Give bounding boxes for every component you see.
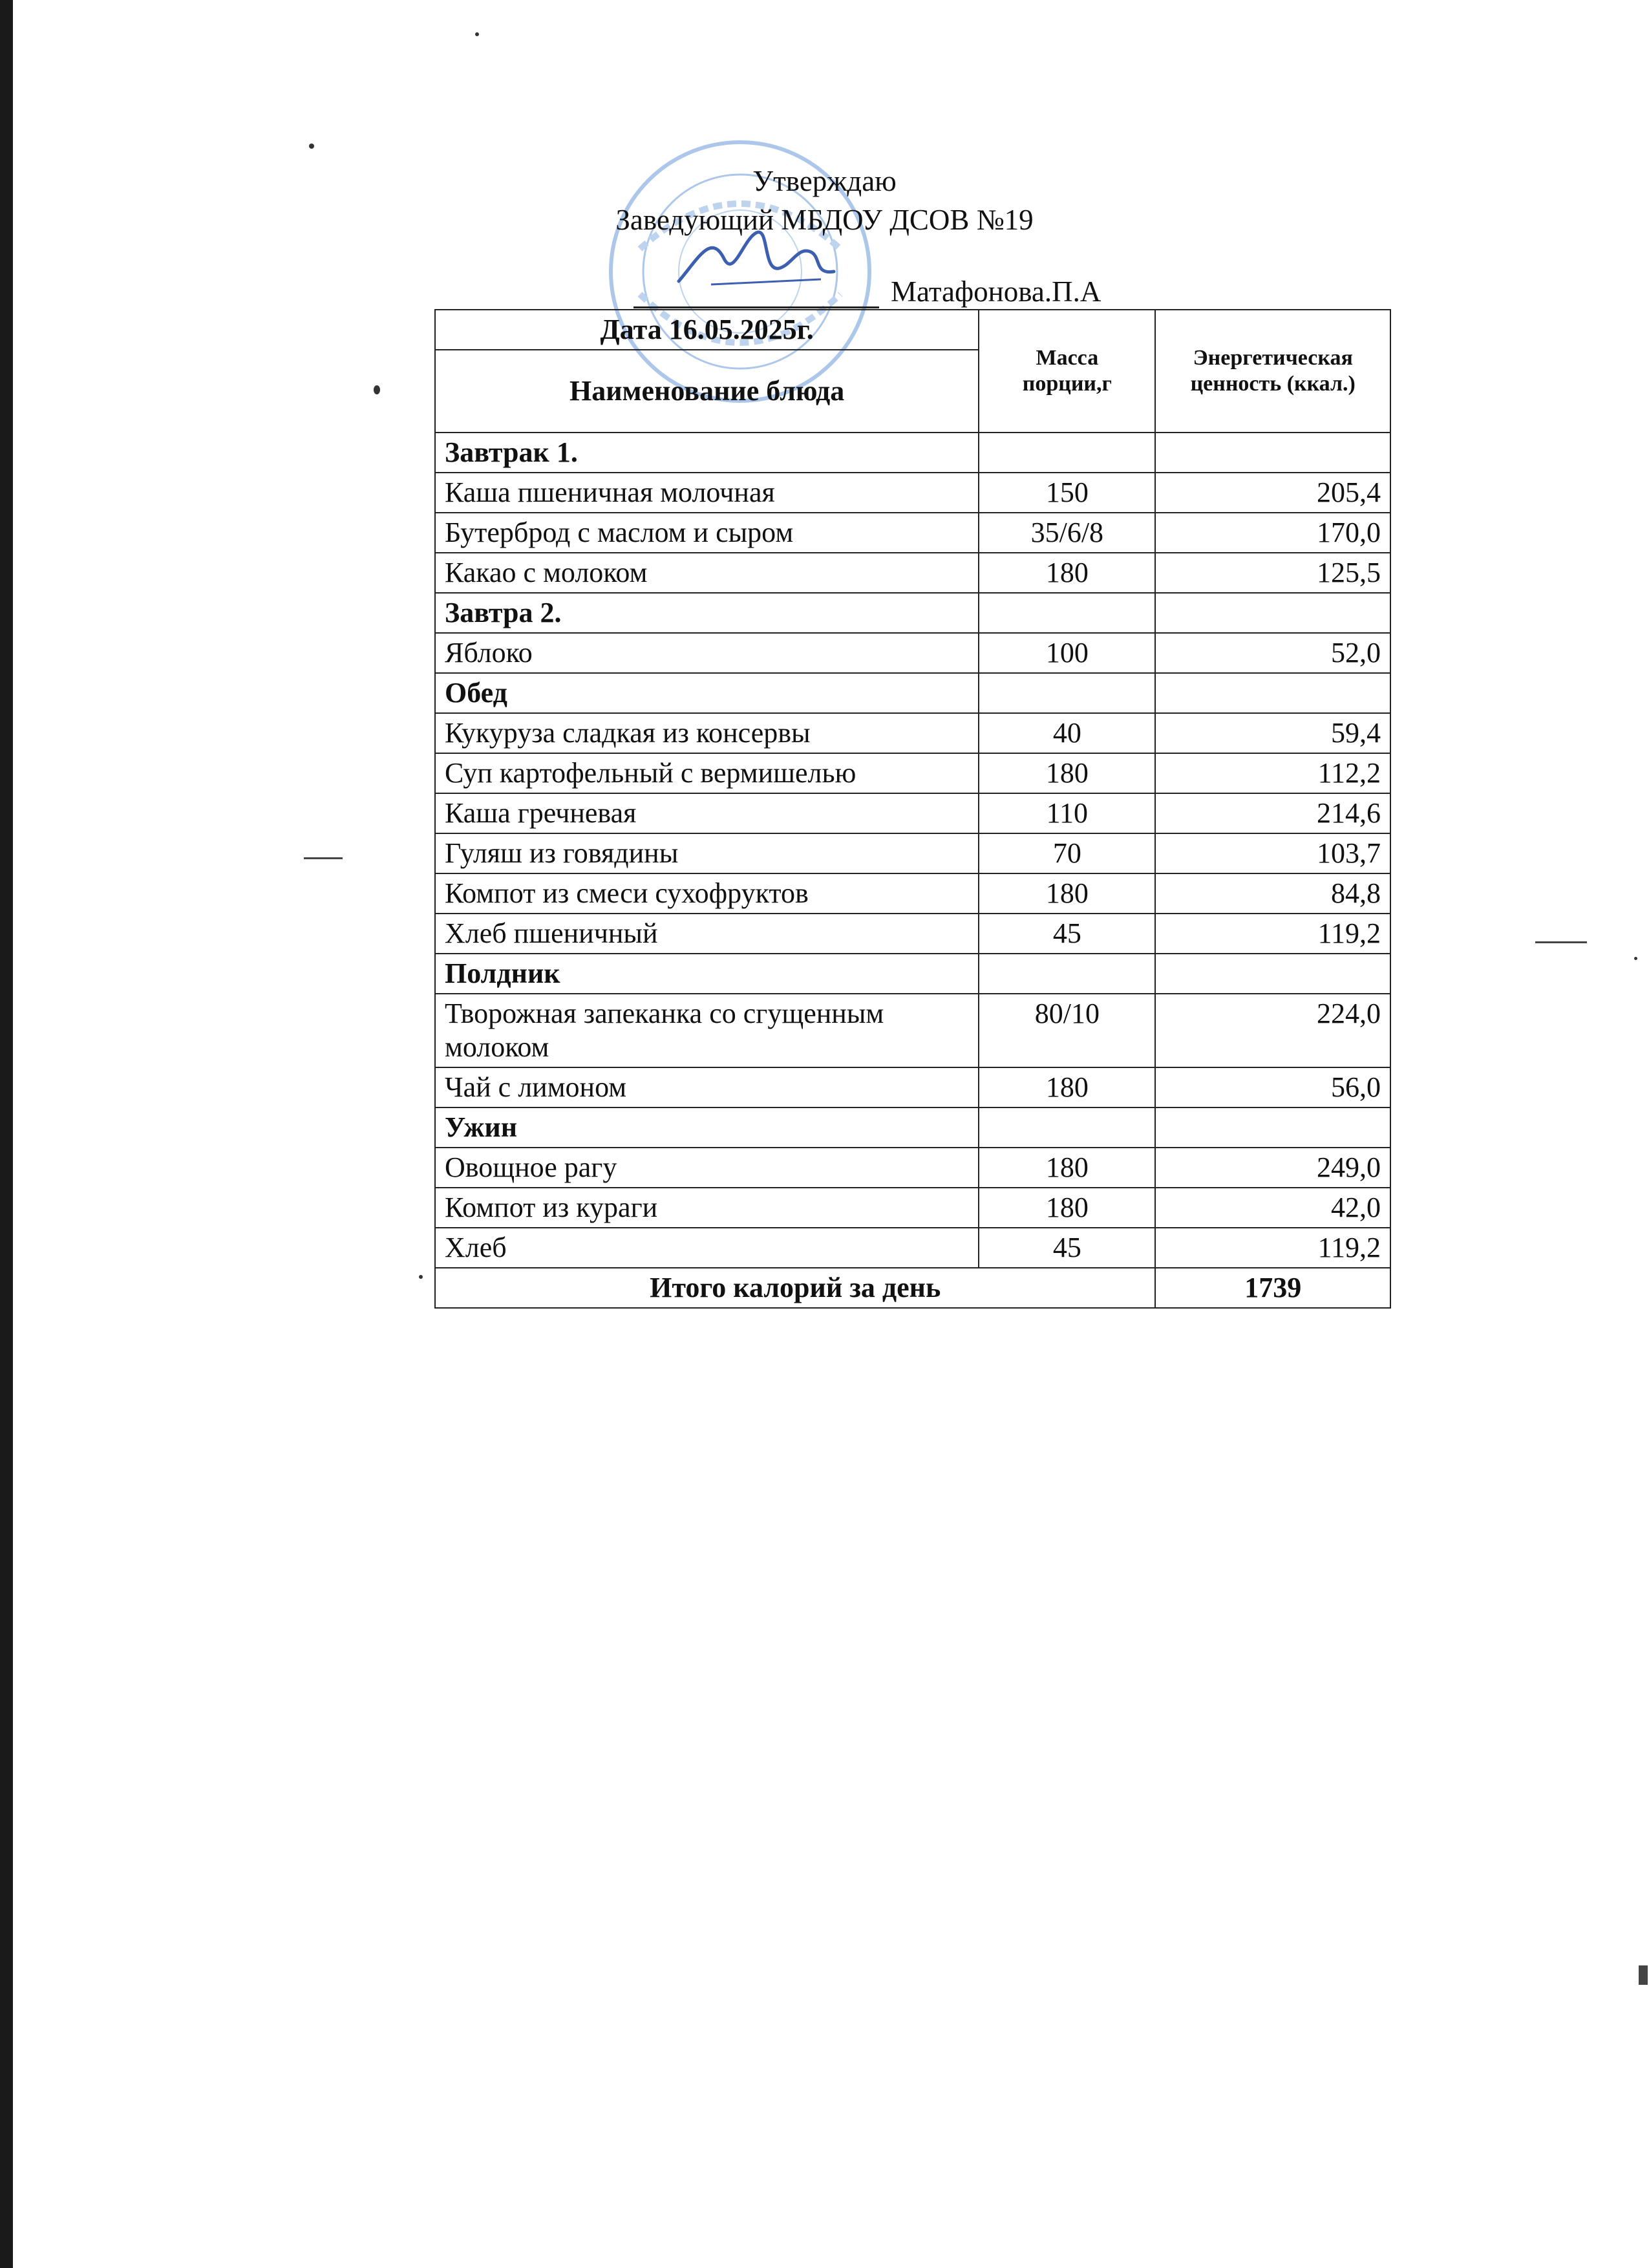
table-row bbox=[435, 793, 1390, 833]
portion-mass: 110 bbox=[979, 793, 1155, 833]
menu-table bbox=[434, 309, 1391, 1309]
energy-value: 125,5 bbox=[1155, 553, 1390, 593]
portion-mass: 70 bbox=[979, 833, 1155, 873]
energy-value: 119,2 bbox=[1155, 914, 1390, 954]
table-row bbox=[435, 833, 1390, 873]
portion-mass: 180 bbox=[979, 1148, 1155, 1188]
scan-speck bbox=[419, 1275, 423, 1279]
portion-mass bbox=[979, 593, 1155, 633]
energy-value: 249,0 bbox=[1155, 1148, 1390, 1188]
dish-name: Завтра 2. bbox=[435, 593, 979, 633]
dish-name: Гуляш из говядины bbox=[435, 833, 979, 873]
scan-speck bbox=[374, 385, 380, 394]
table-row bbox=[435, 513, 1390, 553]
table-row bbox=[435, 1228, 1390, 1268]
scan-speck bbox=[309, 144, 314, 149]
scan-edge bbox=[0, 0, 13, 2268]
table-row bbox=[435, 1188, 1390, 1228]
table-row bbox=[435, 633, 1390, 673]
scan-mark bbox=[1535, 941, 1587, 943]
approver-name: Матафонова.П.А bbox=[891, 275, 1101, 308]
dish-name: Компот из кураги bbox=[435, 1188, 979, 1228]
table-row bbox=[435, 914, 1390, 954]
dish-name: Овощное рагу bbox=[435, 1148, 979, 1188]
portion-mass: 45 bbox=[979, 914, 1155, 954]
table-row bbox=[435, 873, 1390, 914]
table-row bbox=[435, 1148, 1390, 1188]
approval-position: Заведующий МБДОУ ДСОВ №19 bbox=[615, 204, 1034, 236]
dish-name: Творожная запеканка со сгущенным молоком bbox=[435, 994, 979, 1067]
portion-mass bbox=[979, 433, 1155, 473]
scan-mark bbox=[1639, 1965, 1648, 1985]
portion-mass: 180 bbox=[979, 753, 1155, 793]
portion-mass: 180 bbox=[979, 873, 1155, 914]
table-row bbox=[435, 713, 1390, 753]
dish-name: Компот из смеси сухофруктов bbox=[435, 873, 979, 914]
section-row bbox=[435, 433, 1390, 473]
portion-mass: 35/6/8 bbox=[979, 513, 1155, 553]
energy-value: 205,4 bbox=[1155, 473, 1390, 513]
energy-value: 170,0 bbox=[1155, 513, 1390, 553]
section-row bbox=[435, 673, 1390, 713]
mass-header: Масса порции,г bbox=[979, 310, 1155, 433]
signature-line bbox=[633, 275, 1101, 308]
table-row bbox=[435, 553, 1390, 593]
portion-mass: 40 bbox=[979, 713, 1155, 753]
portion-mass: 80/10 bbox=[979, 994, 1155, 1067]
dish-name: Обед bbox=[435, 673, 979, 713]
dish-name: Каша гречневая bbox=[435, 793, 979, 833]
dish-name: Яблоко bbox=[435, 633, 979, 673]
total-row bbox=[435, 1268, 1390, 1308]
energy-value: 214,6 bbox=[1155, 793, 1390, 833]
energy-header: Энергетическая ценность (ккал.) bbox=[1155, 310, 1390, 433]
dish-name: Каша пшеничная молочная bbox=[435, 473, 979, 513]
energy-value bbox=[1155, 433, 1390, 473]
signature-underline bbox=[633, 281, 879, 308]
energy-value: 112,2 bbox=[1155, 753, 1390, 793]
scan-speck bbox=[475, 32, 479, 36]
energy-value: 56,0 bbox=[1155, 1067, 1390, 1107]
dish-name: Бутерброд с маслом и сыром bbox=[435, 513, 979, 553]
section-row bbox=[435, 593, 1390, 633]
energy-value: 119,2 bbox=[1155, 1228, 1390, 1268]
scan-speck bbox=[1634, 957, 1637, 960]
name-header: Наименование блюда bbox=[435, 350, 979, 433]
energy-value bbox=[1155, 1107, 1390, 1148]
portion-mass bbox=[979, 673, 1155, 713]
portion-mass bbox=[979, 954, 1155, 994]
approval-title: Утверждаю bbox=[752, 165, 897, 197]
table-row bbox=[435, 1067, 1390, 1107]
energy-value bbox=[1155, 954, 1390, 994]
portion-mass: 150 bbox=[979, 473, 1155, 513]
dish-name: Полдник bbox=[435, 954, 979, 994]
dish-name: Хлеб bbox=[435, 1228, 979, 1268]
portion-mass: 100 bbox=[979, 633, 1155, 673]
approval-block bbox=[0, 162, 1649, 239]
table-row bbox=[435, 473, 1390, 513]
total-label: Итого калорий за день bbox=[435, 1268, 1155, 1308]
energy-value: 103,7 bbox=[1155, 833, 1390, 873]
dish-name: Кукуруза сладкая из консервы bbox=[435, 713, 979, 753]
energy-value: 59,4 bbox=[1155, 713, 1390, 753]
energy-value: 52,0 bbox=[1155, 633, 1390, 673]
dish-name: Чай с лимоном bbox=[435, 1067, 979, 1107]
table-row bbox=[435, 753, 1390, 793]
date-label: Дата 16.05.2025г. bbox=[435, 310, 979, 350]
portion-mass: 180 bbox=[979, 553, 1155, 593]
dish-name: Хлеб пшеничный bbox=[435, 914, 979, 954]
dish-name: Суп картофельный с вермишелью bbox=[435, 753, 979, 793]
energy-value bbox=[1155, 673, 1390, 713]
energy-value: 84,8 bbox=[1155, 873, 1390, 914]
dish-name: Какао с молоком bbox=[435, 553, 979, 593]
dish-name: Ужин bbox=[435, 1107, 979, 1148]
scan-mark bbox=[304, 857, 343, 859]
portion-mass: 45 bbox=[979, 1228, 1155, 1268]
energy-value: 224,0 bbox=[1155, 994, 1390, 1067]
section-row bbox=[435, 1107, 1390, 1148]
total-value: 1739 bbox=[1155, 1268, 1390, 1308]
section-row bbox=[435, 954, 1390, 994]
header-row-date bbox=[435, 310, 1390, 350]
energy-value bbox=[1155, 593, 1390, 633]
portion-mass: 180 bbox=[979, 1188, 1155, 1228]
dish-name: Завтрак 1. bbox=[435, 433, 979, 473]
portion-mass bbox=[979, 1107, 1155, 1148]
table-row bbox=[435, 994, 1390, 1067]
portion-mass: 180 bbox=[979, 1067, 1155, 1107]
energy-value: 42,0 bbox=[1155, 1188, 1390, 1228]
